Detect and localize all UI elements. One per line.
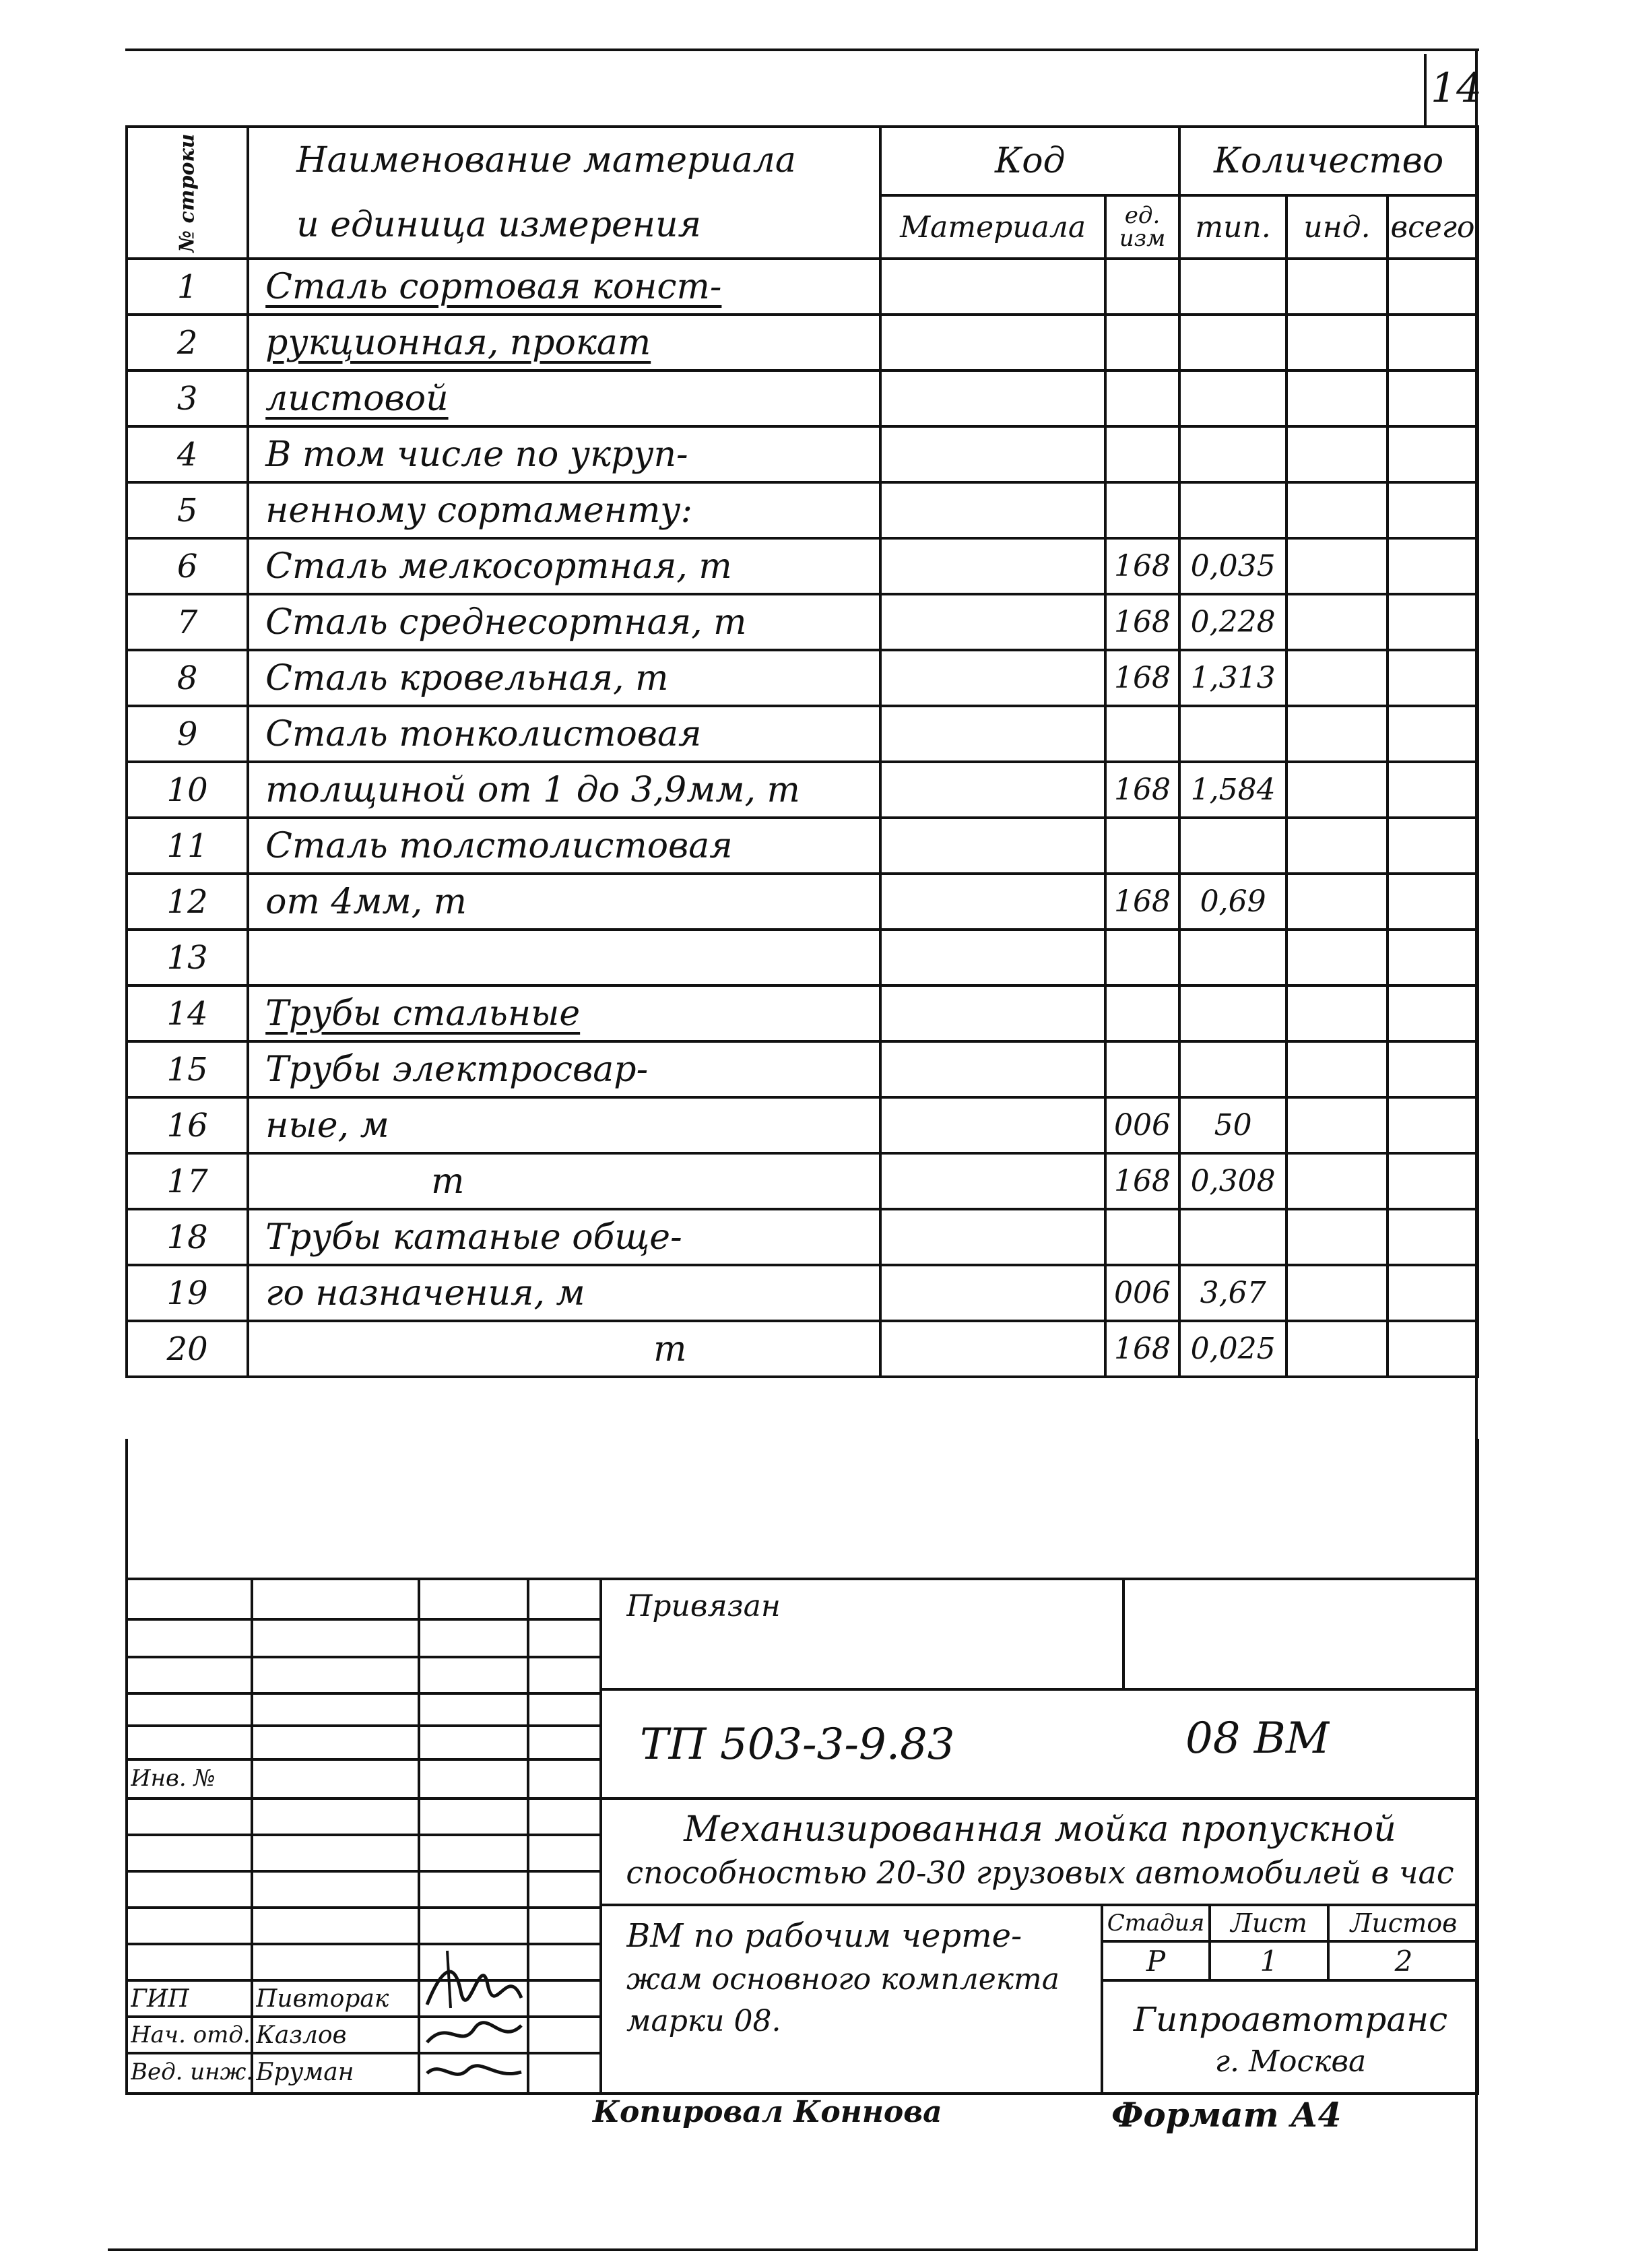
sheets-label: Листов xyxy=(1350,1908,1458,1938)
signature-lead-engineer xyxy=(420,2053,528,2091)
stage-value: Р xyxy=(1146,1944,1166,1978)
inventory-number-label: Инв. № xyxy=(131,1765,216,1792)
table-row: 17 т 168 0,308 xyxy=(127,1153,1478,1209)
top-border-line xyxy=(125,48,1479,51)
name-gip: Пивторак xyxy=(256,1984,389,2013)
description-line2: жам основного комплекта xyxy=(626,1962,1060,1997)
table-row: 13 xyxy=(127,930,1478,985)
signature-dept-head xyxy=(420,2015,528,2053)
table-row: 3 листовой xyxy=(127,370,1478,426)
stage-label: Стадия xyxy=(1107,1910,1205,1937)
name-dept-head: Казлов xyxy=(256,2021,347,2049)
organization-city: г. Москва xyxy=(1214,2044,1367,2079)
sheet-label: Лист xyxy=(1231,1908,1307,1938)
bottom-border-line xyxy=(108,2248,1478,2251)
project-title-line2: способностью 20-30 грузовых автомобилей в час xyxy=(626,1854,1454,1891)
table-row: 4 В том числе по укруп- xyxy=(127,426,1478,482)
role-gip: ГИП xyxy=(131,1984,189,2013)
table-row: 15 Трубы электросвар- xyxy=(127,1041,1478,1097)
table-row: 11 Сталь толстолистовая xyxy=(127,818,1478,874)
table-row: 10 толщиной от 1 до 3,9мм, т 168 1,584 xyxy=(127,762,1478,818)
unit-header: ед. изм xyxy=(1105,195,1179,259)
role-lead-engineer: Вед. инж. xyxy=(131,2059,254,2085)
organization-name: Гипроавтотранс xyxy=(1133,2000,1448,2039)
description-line1: ВМ по рабочим черте- xyxy=(626,1917,1022,1955)
paper-format: Формат А4 xyxy=(1111,2095,1342,2135)
quantity-header: Количество xyxy=(1179,127,1478,195)
document-mark: 08 ВМ xyxy=(1185,1714,1330,1763)
sheet-value: 1 xyxy=(1260,1944,1278,1978)
table-row: 5 ненному сортаменту: xyxy=(127,482,1478,538)
table-row: 1 Сталь сортовая конст- xyxy=(127,259,1478,315)
table-row: 8 Сталь кровельная, т 168 1,313 xyxy=(127,650,1478,706)
sheets-value: 2 xyxy=(1394,1944,1413,1978)
individual-quantity-header: инд. xyxy=(1286,195,1388,259)
table-row: 19 го назначения, м 006 3,67 xyxy=(127,1265,1478,1321)
table-row: 20 т 168 0,025 xyxy=(127,1321,1478,1377)
description-line3: марки 08. xyxy=(626,2003,781,2038)
spec-table xyxy=(125,125,1479,1378)
page-number: 14 xyxy=(1431,65,1482,112)
table-row: 9 Сталь тонколистовая xyxy=(127,706,1478,762)
project-title-line1: Механизированная мойка пропускной xyxy=(684,1809,1396,1850)
table-row: 16 ные, м 006 50 xyxy=(127,1097,1478,1153)
material-name-header: Наименование материала и единица измерения xyxy=(248,127,880,259)
code-header: Код xyxy=(880,127,1179,195)
role-dept-head: Нач. отд. xyxy=(131,2021,251,2048)
name-lead-engineer: Бруман xyxy=(256,2058,354,2086)
typical-quantity-header: тип. xyxy=(1179,195,1286,259)
table-row: 6 Сталь мелкосортная, т 168 0,035 xyxy=(127,538,1478,594)
table-row: 7 Сталь среднесортная, т 168 0,228 xyxy=(127,594,1478,650)
table-row: 18 Трубы катаные обще- xyxy=(127,1209,1478,1265)
blank-area xyxy=(125,1439,1479,1580)
row-number-header: № строки xyxy=(127,127,248,259)
signature-gip xyxy=(420,1944,528,2018)
title-block xyxy=(125,1578,1479,2095)
attached-label: Привязан xyxy=(626,1588,781,1623)
table-row: 14 Трубы стальные xyxy=(127,985,1478,1041)
total-quantity-header: всего xyxy=(1388,195,1478,259)
material-code-header: Материала xyxy=(880,195,1105,259)
copied-by: Копировал Коннова xyxy=(593,2095,942,2129)
table-row: 12 от 4мм, т 168 0,69 xyxy=(127,874,1478,930)
table-row: 2 рукционная, прокат xyxy=(127,315,1478,370)
document-code: ТП 503-3-9.83 xyxy=(640,1720,955,1770)
page-number-box-left xyxy=(1424,54,1427,128)
